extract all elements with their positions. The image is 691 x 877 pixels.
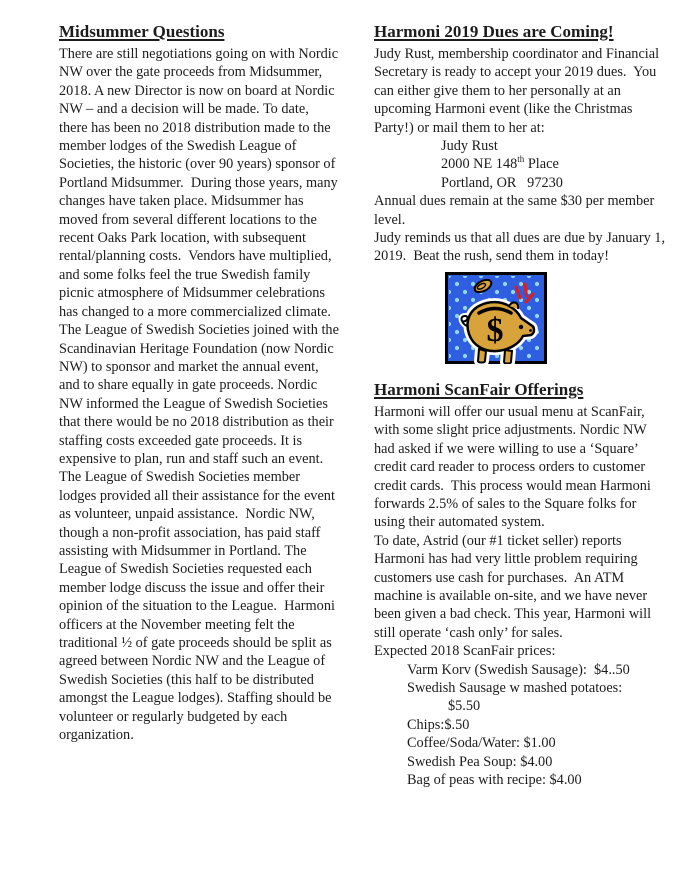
- price-item: Swedish Sausage w mashed potatoes:: [407, 679, 623, 696]
- dues-heading: Harmoni 2019 Dues are Coming!: [374, 22, 614, 41]
- address-street: [441, 155, 668, 173]
- address-name: Judy Rust: [441, 138, 498, 155]
- price-item: Chips:$.50: [407, 716, 470, 733]
- pig-eye: [519, 325, 523, 329]
- price-item: $5.50: [448, 698, 481, 715]
- address-street-ordinal: th: [517, 154, 525, 165]
- scanfair-cash-paragraph: To date, Astrid (our #1 ticket seller) reports Harmoni has had very little problem requiring customers use cash for purchases. An ATM machine is available on-site, and we have never been given a bad check. This year, Harmoni will still operate ‘cash only’ for sales.: [374, 532, 655, 641]
- piggy-bank-coin-icon: [445, 272, 547, 364]
- price-item: Varm Korv (Swedish Sausage): $4..50: [407, 661, 630, 678]
- address-street-rest: Place: [524, 156, 559, 173]
- mailing-address: [441, 137, 668, 192]
- piggy-bank-image: [445, 272, 547, 364]
- price-item: Swedish Pea Soup: $4.00: [407, 753, 553, 770]
- dues-amount-note: Annual dues remain at the same $30 per member level.: [374, 193, 658, 228]
- pig-nostril: [529, 329, 532, 332]
- price-item: Bag of peas with recipe: $4.00: [407, 772, 582, 788]
- address-city: Portland, OR 97230: [441, 174, 563, 191]
- midsummer-questions-body: There are still negotiations going on with Nordic NW over the gate proceeds from Midsummer, 2018. A new Director is now on board at Nordic NW – and a decision will be made. To date, there has been no 2018 distribution made to the member lodges of the Swedish League of Societies, the historic (over 90 years) sponsor of Portland Midsummer. During those years, many changes have taken place. Midsummer has moved from several different locations to the recent Oaks Park location, with subsequent rental/planning costs. Vendors have multiplied, and some folks feel the true Swedish family picnic atmosphere of Midsummer celebrations has changed to a more commercialized climate. The League of Swedish Societies joined with the Scandinavian Heritage Foundation (now Nordic NW) to sponsor and market the annual event, and to share equally in gate proceeds. Nordic NW informed the League of Swedish Societies that there would be no 2018 distribution as their staffing costs exceeded gate proceeds. It is expensive to plan, run and staff such an event. The League of Swedish Societies member lodges provided all their assistance for the event as volunteer, unpaid assistance. Nordic NW, though a non-profit association, has paid staff assisting with Midsummer in Portland. The League of Swedish Societies requested each member lodge discuss the issue and offer their opinion of the situation to the League. Harmoni officers at the November meeting felt the traditional ½ of gate proceeds should be split as agreed between Nordic NW and the League of Swedish Societies (this half to be distributed amongst the League lodges). Staffing should be volunteer or regularly budgeted by each organization.: [59, 46, 343, 744]
- dues-intro: Judy Rust, membership coordinator and Financial Secretary is ready to accept your 2019 dues. You can either give them to her personally at an upcoming Harmoni event (like the Christmas Party!) or mail them to her at:: [374, 46, 663, 136]
- left-column: [59, 21, 343, 744]
- scanfair-heading: Harmoni ScanFair Offerings: [374, 379, 584, 399]
- dollar-sign-glyph: $: [486, 311, 504, 349]
- right-column: [374, 21, 668, 789]
- midsummer-questions-heading: Midsummer Questions: [59, 22, 225, 41]
- scanfair-price-list: [374, 661, 668, 790]
- address-street-base: 2000 NE 148: [441, 156, 518, 173]
- dues-deadline-note: Judy reminds us that all dues are due by January 1, 2019. Beat the rush, send them in today!: [374, 230, 669, 265]
- scanfair-square-paragraph: Harmoni will offer our usual menu at ScanFair, with some slight price adjustments. Nordic NW had asked if we were willing to use a ‘Square’ credit card reader to process orders to customer credit cards. This process would mean Harmoni forwards 2.5% of sales to the Square folks for using their automated system.: [374, 403, 655, 531]
- price-item: Coffee/Soda/Water: $1.00: [407, 735, 556, 752]
- scanfair-prices-label: Expected 2018 ScanFair prices:: [374, 643, 556, 660]
